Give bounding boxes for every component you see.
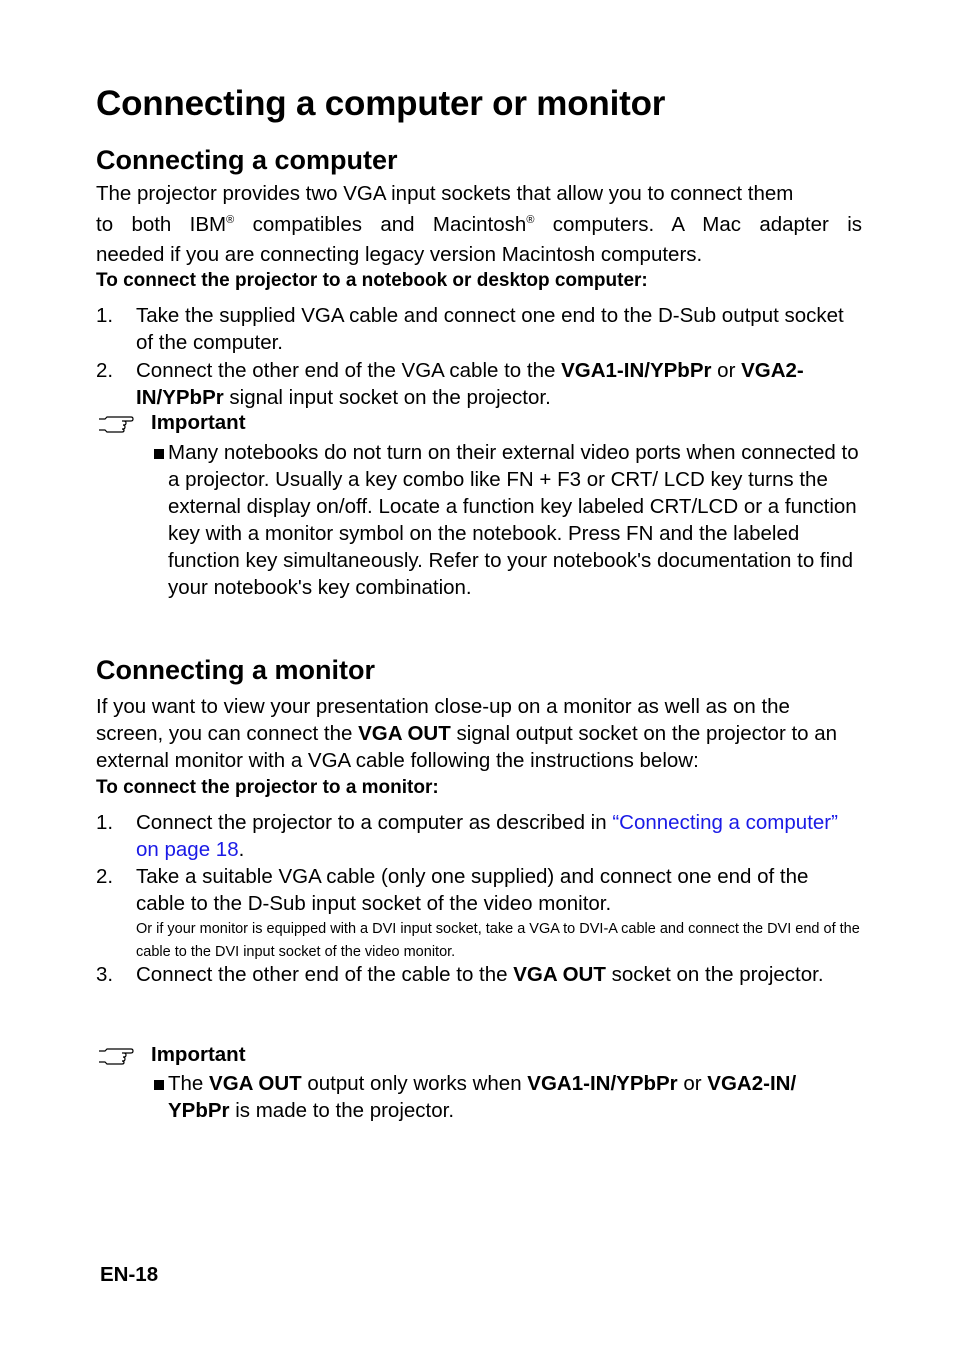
important-bullet-2 — [150, 1070, 862, 1124]
step-number: 3. — [96, 963, 114, 986]
step-text: Take the supplied VGA cable and connect one end to the D-Sub output socket of the computer. — [136, 304, 844, 354]
computer-step-2 — [96, 357, 862, 411]
important-text: The VGA OUT output only works when VGA1-IN/YPbPr or VGA2-IN/ YPbPr is made to the projector. — [168, 1072, 797, 1122]
important-note-1 — [98, 411, 798, 439]
important-note-2 — [98, 1043, 798, 1071]
important-text: Many notebooks do not turn on their external video ports when connected to a projector. Usually a key combo like FN + F3 or CRT/ LCD key turns the external display on/off. Locate a function key labeled CRT/LCD or a function key with a monitor symbol on the notebook. Press FN and the labeled function key simultaneously. Refer to your notebook's documentation to find your notebook's key combination. — [168, 441, 859, 599]
cross-reference-link[interactable]: “Connecting a computer” on page 18 — [136, 811, 838, 861]
computer-intro — [96, 180, 862, 268]
computer-subheading: To connect the projector to a notebook or desktop computer: — [96, 270, 648, 291]
monitor-step-2-note: Or if your monitor is equipped with a DVI input socket, take a VGA to DVI-A cable and connect the DVI end of the cable to the DVI input socket of the video monitor. — [136, 921, 860, 960]
square-bullet-icon — [154, 1080, 164, 1090]
step-number: 2. — [96, 865, 114, 888]
step-text: Connect the other end of the cable to the VGA OUT socket on the projector. — [136, 963, 824, 986]
important-label: Important — [151, 1043, 246, 1066]
square-bullet-icon — [154, 449, 164, 459]
step-number: 1. — [96, 304, 114, 327]
step-text: Connect the projector to a computer as described in “Connecting a computer” on page 18. — [136, 811, 838, 861]
important-label: Important — [151, 411, 246, 434]
computer-step-1 — [96, 302, 862, 356]
section-heading-computer: Connecting a computer — [96, 145, 398, 175]
pointing-hand-icon — [98, 413, 134, 433]
step-text: Take a suitable VGA cable (only one supplied) and connect one end of the cable to the D-Sub input socket of the video monitor. — [136, 865, 809, 915]
intro-line-3: needed if you are connecting legacy version Macintosh computers. — [96, 243, 703, 266]
monitor-intro: If you want to view your presentation close-up on a monitor as well as on the screen, you can connect the VGA OUT signal output socket on the projector to an external monitor with a VGA cable following the instructions below: — [96, 695, 838, 772]
section-heading-monitor: Connecting a monitor — [96, 655, 375, 685]
monitor-step-2 — [96, 863, 862, 917]
important-bullet-1 — [150, 439, 862, 601]
step-text: Connect the other end of the VGA cable to the VGA1-IN/YPbPr or VGA2-IN/YPbPr signal input socket on the projector. — [136, 359, 804, 409]
step-number: 1. — [96, 811, 114, 834]
intro-line-1: The projector provides two VGA input sockets that allow you to connect them — [96, 182, 794, 205]
monitor-step-3 — [96, 961, 862, 988]
step-number: 2. — [96, 359, 114, 382]
pointing-hand-icon — [98, 1045, 134, 1065]
monitor-step-1 — [96, 809, 862, 863]
intro-line-2: to both IBM® compatibles and Macintosh® computers. A Mac adapter is — [96, 213, 863, 236]
monitor-subheading: To connect the projector to a monitor: — [96, 777, 439, 798]
page-title: Connecting a computer or monitor — [96, 84, 666, 123]
page-number: EN-18 — [100, 1263, 159, 1286]
